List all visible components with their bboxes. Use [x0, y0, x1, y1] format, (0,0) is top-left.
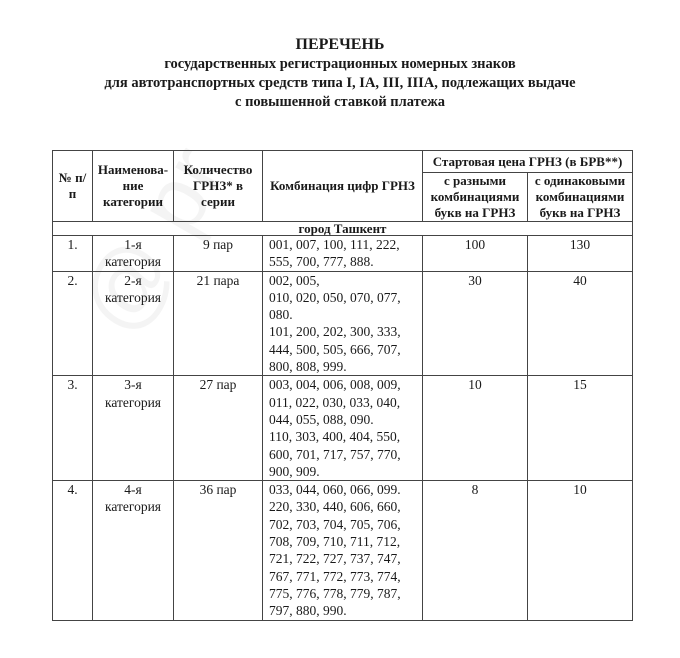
row-num: 1. [53, 236, 93, 272]
row-combos [263, 376, 423, 481]
combo-line: 775, 776, 778, 779, 787, [269, 585, 401, 601]
table-row [53, 376, 633, 481]
combo-line: 444, 500, 505, 666, 707, [269, 341, 401, 357]
row-category: 2-я категория [93, 271, 174, 376]
header-combo: Комбинация цифр ГРНЗ [263, 151, 423, 222]
combo-line: 220, 330, 440, 606, 660, [269, 499, 401, 515]
combo-line: 767, 771, 772, 773, 774, [269, 568, 401, 584]
row-count: 9 пар [174, 236, 263, 272]
row-price-diff: 100 [423, 236, 528, 272]
row-category: 4-я категория [93, 481, 174, 620]
row-count: 36 пар [174, 481, 263, 620]
row-num: 4. [53, 481, 93, 620]
combo-line: 002, 005, [269, 272, 320, 288]
combo-line: 797, 880, 990. [269, 603, 347, 619]
row-price-diff: 10 [423, 376, 528, 481]
combo-line: 101, 200, 202, 300, 333, [269, 324, 401, 340]
combo-line: 044, 055, 088, 090. [269, 411, 374, 427]
combo-line: 001, 007, 100, 111, 222, [269, 237, 400, 252]
document-subtitle-line1: государственных регистрационных номерных знаков [164, 56, 516, 72]
row-category: 1-я категория [93, 236, 174, 272]
row-price-diff: 30 [423, 271, 528, 376]
row-count: 27 пар [174, 376, 263, 481]
combo-line: 900, 909. [269, 463, 320, 479]
table-row [53, 236, 633, 272]
row-category: 3-я категория [93, 376, 174, 481]
row-price-same: 130 [528, 236, 633, 272]
header-name: Наименова-ние категории [93, 151, 174, 222]
header-price-diff: с разными комбинациями букв на ГРНЗ [423, 173, 528, 222]
document-subtitle-line2: для автотранспортных средств типа I, IA, III, IIIA, подлежащих выдаче [104, 75, 576, 91]
header-price-same: с одинаковыми комбинациями букв на ГРНЗ [528, 173, 633, 222]
row-price-same: 40 [528, 271, 633, 376]
combo-line: 721, 722, 727, 737, 747, [269, 551, 401, 567]
document-subtitle-line3: с повышенной ставкой платежа [235, 94, 445, 110]
plates-table [52, 150, 633, 621]
city-row: город Ташкент [53, 222, 633, 236]
combo-line: 110, 303, 400, 404, 550, [269, 429, 401, 445]
combo-line: 080. [269, 307, 293, 323]
table-row [53, 481, 633, 620]
combo-line: 600, 701, 717, 757, 770, [269, 446, 401, 462]
combo-line: 011, 022, 030, 033, 040, [269, 394, 401, 410]
header-num: № п/п [53, 151, 93, 222]
row-combos [263, 236, 423, 272]
combo-line: 800, 808, 999. [269, 359, 347, 375]
combo-line: 003, 004, 006, 008, 009, [269, 377, 401, 393]
row-price-same: 10 [528, 481, 633, 620]
combo-line: 033, 044, 060, 066, 099. [269, 482, 401, 498]
combo-line: 708, 709, 710, 711, 712, [269, 534, 401, 550]
table-row [53, 271, 633, 376]
combo-line: 555, 700, 777, 888. [269, 254, 374, 270]
row-combos [263, 271, 423, 376]
header-count: Количество ГРНЗ* в серии [174, 151, 263, 222]
document-heading: ПЕРЕЧЕНЬ [295, 36, 385, 53]
combo-line: 010, 020, 050, 070, 077, [269, 289, 401, 305]
row-combos [263, 481, 423, 620]
row-num: 2. [53, 271, 93, 376]
row-price-same: 15 [528, 376, 633, 481]
row-price-diff: 8 [423, 481, 528, 620]
row-count: 21 пара [174, 271, 263, 376]
row-num: 3. [53, 376, 93, 481]
combo-line: 702, 703, 704, 705, 706, [269, 516, 401, 532]
header-price: Стартовая цена ГРНЗ (в БРВ**) [423, 151, 633, 173]
